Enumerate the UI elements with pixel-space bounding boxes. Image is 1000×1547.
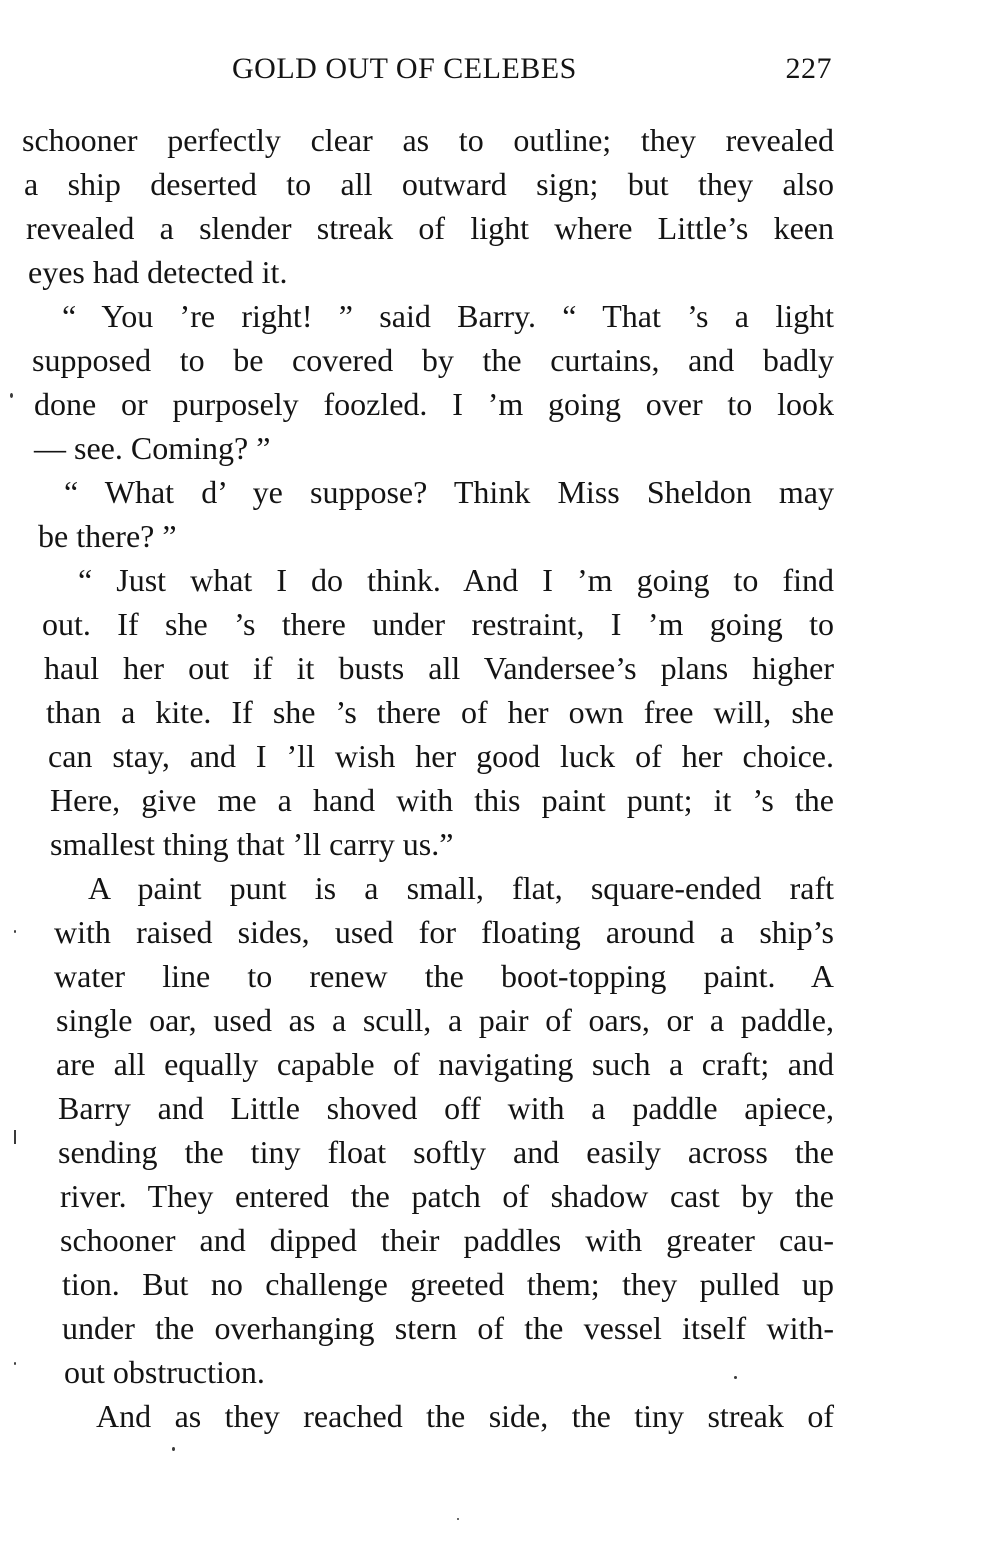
text-line: with raised sides, used for floating around a ship’s [54,914,834,950]
text-line: A paint punt is a small, flat, square-ended raft [88,870,834,906]
scan-speck [14,930,16,933]
text-line: Barry and Little shoved off with a paddle apiece, [58,1090,834,1126]
scan-speck [14,1362,16,1365]
text-line: “ Just what I do think. And I ’m going to find [78,562,834,598]
page-number: 227 [785,52,832,85]
text-line: eyes had detected it. [28,254,288,290]
text-line: haul her out if it busts all Vandersee’s plans higher [44,650,834,686]
text-line: schooner perfectly clear as to outline; they revealed [22,122,834,158]
scan-speck [457,1518,459,1520]
text-line: sending the tiny float softly and easily across the [58,1134,834,1170]
text-line: revealed a slender streak of light where Little’s keen [26,210,834,246]
text-line: river. They entered the patch of shadow cast by the [60,1178,834,1214]
text-line: water line to renew the boot-topping paint. A [54,958,834,994]
text-line: “ What d’ ye suppose? Think Miss Sheldon may [64,474,834,510]
text-line: are all equally capable of navigating such a craft; and [56,1046,834,1082]
scan-speck [14,1130,16,1144]
text-line: be there? ” [38,518,177,554]
text-line: And as they reached the side, the tiny streak of [96,1398,834,1434]
scan-speck [172,1447,175,1451]
text-line: “ You ’re right! ” said Barry. “ That ’s a light [62,298,834,334]
text-line: supposed to be covered by the curtains, and badly [32,342,834,378]
text-line: a ship deserted to all outward sign; but they also [24,166,834,202]
text-line: Here, give me a hand with this paint punt; it ’s the [50,782,834,818]
text-line: under the overhanging stern of the vessel itself with- [62,1310,834,1346]
running-title: GOLD OUT OF CELEBES [232,52,577,85]
text-line: out obstruction. [64,1354,265,1390]
running-head [232,52,832,96]
text-line: out. If she ’s there under restraint, I ’m going to [42,606,834,642]
text-line: tion. But no challenge greeted them; they pulled up [62,1266,834,1302]
text-line: than a kite. If she ’s there of her own free will, she [46,694,834,730]
text-line: can stay, and I ’ll wish her good luck of her choice. [48,738,834,774]
text-line: — see. Coming? ” [34,430,271,466]
text-line: done or purposely foozled. I ’m going over to look [34,386,834,422]
text-line: single oar, used as a scull, a pair of oars, or a paddle, [56,1002,834,1038]
scan-speck [10,393,13,398]
scan-speck [734,1376,737,1379]
text-line: schooner and dipped their paddles with greater cau- [60,1222,834,1258]
text-line: smallest thing that ’ll carry us.” [50,826,454,862]
